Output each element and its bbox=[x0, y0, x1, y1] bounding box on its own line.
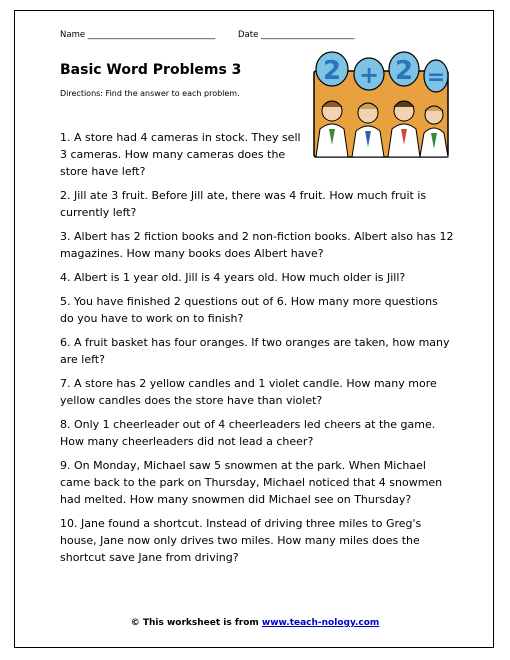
footer-credit bbox=[0, 618, 510, 628]
directions-text: Directions: Find the answer to each problem. bbox=[60, 89, 240, 98]
footer-prefix: © This worksheet is from bbox=[130, 618, 262, 628]
page-title: Basic Word Problems 3 bbox=[60, 62, 242, 78]
header-fields bbox=[60, 30, 375, 40]
problem-2: 2. Jill ate 3 fruit. Before Jill ate, there was 4 fruit. How much fruit is currently left? bbox=[60, 189, 427, 219]
problem-9: 9. On Monday, Michael saw 5 snowmen at the park. When Michael came back to the park on Thursday, Michael noticed that 4 snowmen had melted. How many snowmen did Michael see on Thursday? bbox=[60, 459, 443, 506]
bubble-2 bbox=[354, 58, 384, 90]
bubble-glyph-3: 2 bbox=[394, 56, 414, 86]
bubble-1 bbox=[316, 52, 348, 86]
problem-5: 5. You have finished 2 questions out of 6. How many more questions do you have to work on to finish? bbox=[60, 295, 438, 325]
bubble-glyph-4: = bbox=[426, 65, 446, 90]
bubble-3 bbox=[389, 52, 419, 86]
problem-3: 3. Albert has 2 fiction books and 2 non-fiction books. Albert also has 12 magazines. How many books does Albert have? bbox=[60, 230, 454, 260]
problem-10: 10. Jane found a shortcut. Instead of driving three miles to Greg's house, Jane now only drives two miles. How many miles does the shortcut save Jane from driving? bbox=[60, 517, 422, 564]
name-field: Name ______________________________ bbox=[60, 30, 216, 40]
problem-8: 8. Only 1 cheerleader out of 4 cheerleaders led cheers at the game. How many cheerleaders did not lead a cheer? bbox=[60, 418, 436, 448]
problem-1: 1. A store had 4 cameras in stock. They sell 3 cameras. How many cameras does the store have left? bbox=[60, 131, 301, 178]
problem-4: 4. Albert is 1 year old. Jill is 4 years old. How much older is Jill? bbox=[60, 271, 406, 284]
bubble-glyph-1: 2 bbox=[322, 56, 342, 86]
problem-7: 7. A store has 2 yellow candles and 1 violet candle. How many more yellow candles does the store have than violet? bbox=[60, 377, 437, 407]
date-field: Date ______________________ bbox=[237, 30, 355, 40]
footer-link[interactable]: www.teach-nology.com bbox=[261, 618, 380, 628]
bubble-glyph-2: + bbox=[358, 61, 380, 89]
problem-6: 6. A fruit basket has four oranges. If two oranges are taken, how many are left? bbox=[60, 336, 450, 366]
problem-list bbox=[60, 129, 455, 573]
bubble-4 bbox=[424, 60, 448, 92]
